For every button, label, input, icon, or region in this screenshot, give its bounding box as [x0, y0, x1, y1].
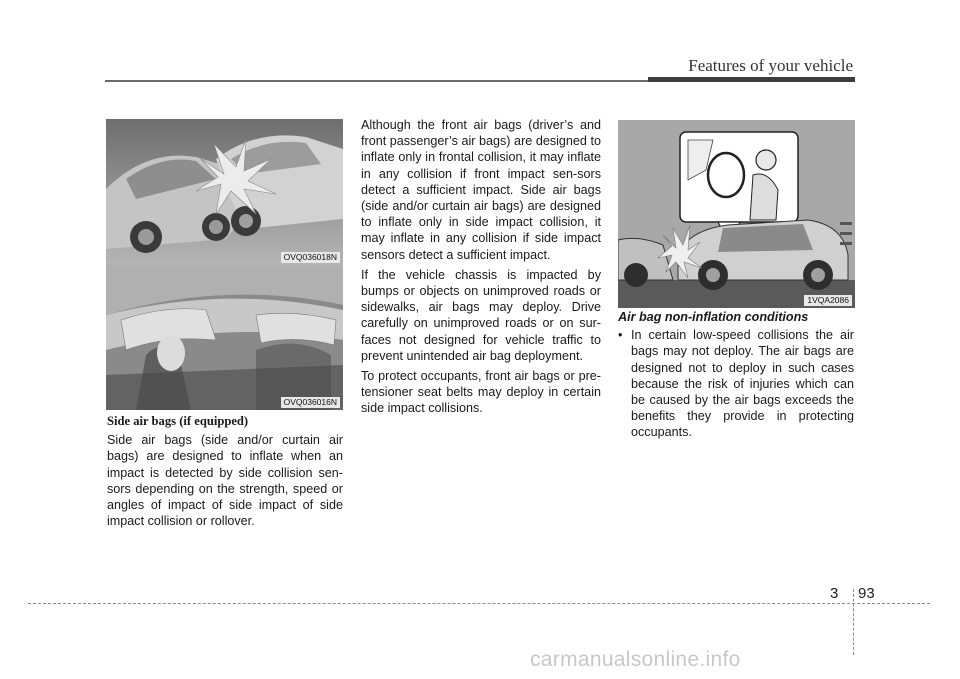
footer-rule [28, 603, 930, 604]
bullet-item [618, 327, 854, 440]
body-paragraph: Although the front air bags (driver’s and front passenger’s air bags) are designed to inflate only in frontal collision, it may inflate in any collision if front impact sen-sors detect a sufficient impact. Side air bags (side and/or curtain air bags) are designed to inflate only in side impact collision, it may inflate in any collision if side impact sensors detect a sufficient impact. [361, 118, 601, 262]
side-collision-illustration [106, 119, 343, 265]
section-heading: Side air bags (if equipped) [107, 414, 249, 428]
chapter-number: 3 [830, 585, 839, 602]
bullet-icon: • [618, 328, 623, 343]
column-side-airbags [107, 413, 343, 533]
column-deployment-info [361, 117, 601, 421]
image-caption: OVQ036016N [281, 397, 340, 408]
subsection-heading: Air bag non-inflation conditions [618, 310, 809, 324]
body-paragraph: To protect occupants, front air bags or pre-tensioner seat belts may deploy in certain side impact collisions. [361, 369, 601, 416]
image-caption: 1VQA2086 [804, 295, 852, 306]
front-collision-illustration [618, 120, 855, 308]
body-paragraph: Side air bags (side and/or curtain air bags) are designed to inflate when an impact is detected by side collision sen-sors depending on the strength, speed or angles of impact of side impact of side impact collision or rollover. [107, 433, 343, 529]
page-number: 93 [858, 585, 875, 602]
watermark: carmanualsonline.info [530, 648, 741, 671]
header-rule-accent [648, 77, 855, 82]
curtain-airbag-illustration [106, 265, 343, 410]
bullet-text: In certain low-speed collisions the air bags may not deploy. The air bags are designed not to deploy in such cases because the risk of injuries which can be caused by the air bags exceeds the benefits they provide in protecting occupants. [631, 328, 854, 440]
footer-divider [853, 589, 854, 655]
image-caption: OVQ036018N [281, 252, 340, 263]
body-paragraph: If the vehicle chassis is impacted by bumps or objects on unimproved roads or sidewalks, air bags may deploy. Drive carefully on unimproved roads or on sur-faces not designed for vehicle traffic to prevent unintended air bag deployment. [361, 267, 601, 363]
column-non-inflation [618, 309, 854, 441]
header-title: Features of your vehicle [688, 56, 853, 75]
